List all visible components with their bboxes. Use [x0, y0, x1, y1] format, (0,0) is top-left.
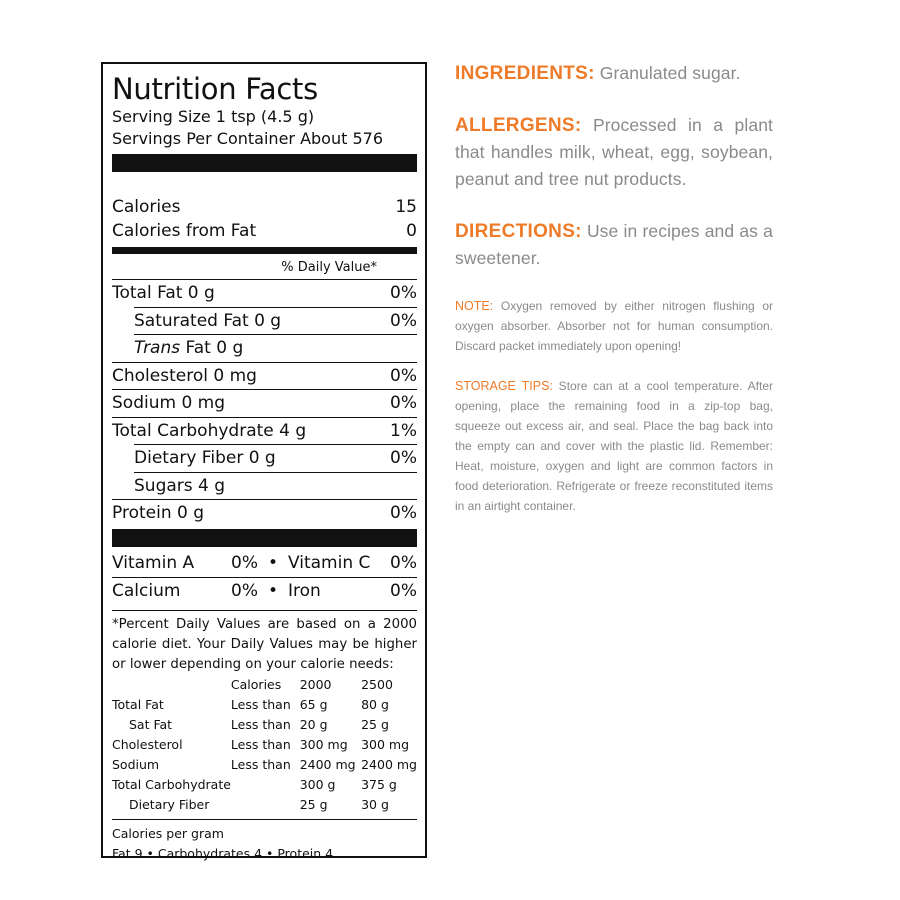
note-heading: NOTE:: [455, 299, 494, 313]
table-header-row: [112, 675, 417, 695]
storage-tips-heading: STORAGE TIPS:: [455, 379, 553, 393]
table-cell: 375 g: [361, 777, 397, 792]
ingredients-text: Granulated sugar.: [594, 63, 741, 83]
calories-per-gram: [112, 819, 417, 864]
storage-tips-text: Store can at a cool temperature. After opening, place the remaining food in a zip-top bag, squeeze out excess air, and seal. Place the bag back into the empty can and cover with the plastic lid. Remember: Heat, moisture, oxygen and light are common factors in food deterioration. Refrigerate or freeze reconstituted items in an airtight container.: [455, 379, 773, 513]
nutrient-row-saturated-fat: [134, 307, 417, 335]
nutrient-row-total-carbohydrate: [112, 417, 417, 445]
nutrient-pct: 0%: [390, 365, 417, 386]
nutrient-row-cholesterol: [112, 362, 417, 390]
servings-per-container: Servings Per Container About 576: [112, 129, 383, 148]
daily-value-table: [112, 675, 417, 815]
table-row: [112, 795, 417, 815]
table-cell: [112, 675, 231, 695]
table-row: [112, 775, 417, 795]
table-cell: Less than: [230, 757, 291, 772]
table-row: [112, 715, 417, 735]
directions-heading: DIRECTIONS:: [455, 221, 582, 242]
nutrient-pct: 0%: [390, 393, 417, 414]
table-cell: Less than: [230, 737, 291, 752]
nutrition-facts-title: Nutrition Facts: [112, 72, 318, 106]
table-cell: Less than: [230, 697, 291, 712]
calories-from-fat-label: Calories from Fat: [112, 221, 257, 241]
table-cell: 300 mg: [361, 737, 410, 752]
table-cell: 2400 mg: [299, 757, 356, 772]
medium-divider: [112, 247, 417, 254]
table-cell: Cholesterol: [112, 737, 183, 752]
serving-size: Serving Size 1 tsp (4.5 g): [112, 107, 315, 126]
nutrient-row-trans-fat: [134, 334, 417, 362]
nutrient-row-total-fat: [112, 279, 417, 307]
table-cell: Total Carbohydrate: [112, 777, 231, 792]
nutrient-pct: 0%: [390, 448, 417, 469]
daily-value-header: % Daily Value*: [281, 260, 377, 275]
calories-row: [112, 195, 417, 219]
bullet: •: [267, 553, 279, 573]
table-cell: Total Fat: [112, 697, 164, 712]
trans-rest: Fat 0 g: [180, 338, 244, 359]
nutrient-name: Total Fat 0 g: [112, 283, 215, 304]
table-cell: 25 g: [299, 797, 328, 812]
mineral-pct: 0%: [231, 580, 258, 601]
vitamin-name: Vitamin A: [112, 553, 195, 573]
table-cell: 20 g: [299, 717, 328, 732]
table-cell: 65 g: [299, 697, 328, 712]
calories-from-fat-value: 0: [406, 221, 417, 241]
nutrient-row-sodium: [112, 389, 417, 417]
table-cell: Sat Fat: [129, 717, 173, 732]
note-text: Oxygen removed by either nitrogen flushing or oxygen absorber. Absorber not for human consumption. Discard packet immediately upon opening!: [455, 299, 773, 353]
table-cell: 30 g: [361, 797, 389, 812]
note-block: [455, 296, 773, 356]
table-cell: Dietary Fiber: [129, 797, 210, 812]
mineral-pct: 0%: [390, 580, 417, 601]
vitamin-pct: 0%: [390, 553, 417, 573]
thick-divider: [112, 529, 417, 547]
vitamin-row-calcium-iron: [112, 577, 417, 604]
nutrient-row-dietary-fiber: [134, 444, 417, 472]
nutrient-name: Total Carbohydrate 4 g: [112, 420, 307, 441]
mineral-name: Iron: [288, 580, 321, 601]
table-row: [112, 755, 417, 775]
allergens-text: Processed in a plant that handles milk, wheat, egg, soybean, peanut and tree nut products.: [455, 115, 773, 189]
table-row: [112, 735, 417, 755]
product-info-column: [455, 60, 773, 516]
nutrient-pct: 1%: [390, 420, 417, 441]
directions-block: [455, 218, 773, 272]
nutrient-pct: 0%: [390, 310, 417, 331]
footnote-section: [112, 610, 417, 864]
nutrient-row-sugars: [134, 472, 417, 500]
table-cell: 2000: [299, 677, 332, 692]
nutrient-name: Sodium 0 mg: [112, 393, 226, 414]
allergens-block: [455, 112, 773, 193]
calories-value: 15: [395, 197, 417, 217]
thick-divider: [112, 154, 417, 172]
trans-italic: Trans: [134, 338, 181, 359]
mineral-name: Calcium: [112, 580, 181, 601]
calories-label: Calories: [112, 197, 181, 217]
nutrient-name: Cholesterol 0 mg: [112, 365, 257, 386]
nutrient-name: [134, 338, 243, 358]
calories-from-fat-row: [112, 219, 417, 243]
directions-text: Use in recipes and as a sweetener.: [455, 221, 773, 268]
table-cell: [231, 775, 300, 795]
calories-per-gram-values: Fat 9 • Carbohydrates 4 • Protein 4: [112, 845, 334, 861]
nutrient-name: Protein 0 g: [112, 503, 205, 524]
vitamin-pct: 0%: [231, 553, 258, 573]
nutrient-row-protein: [112, 499, 417, 527]
vitamin-name: Vitamin C: [288, 553, 371, 573]
table-cell: 2400 mg: [361, 757, 417, 772]
table-cell: Sodium: [112, 757, 160, 772]
table-cell: 80 g: [361, 697, 389, 712]
bullet: •: [267, 580, 279, 601]
table-cell: 25 g: [361, 717, 389, 732]
nutrient-pct: 0%: [390, 283, 417, 304]
table-cell: 300 g: [299, 777, 336, 792]
nutrition-facts-label: [101, 62, 427, 861]
allergens-heading: ALLERGENS:: [455, 115, 582, 136]
table-row: [112, 695, 417, 715]
table-cell: Calories: [230, 677, 282, 692]
nutrient-name: Saturated Fat 0 g: [134, 310, 282, 331]
table-cell: [231, 795, 300, 815]
calories-per-gram-label: Calories per gram: [112, 825, 224, 841]
daily-value-footnote: *Percent Daily Values are based on a 2000 calorie diet. Your Daily Values may be higher or lower depending on your calorie needs:: [112, 616, 417, 672]
ingredients-block: [455, 60, 773, 87]
storage-tips-block: [455, 376, 773, 516]
ingredients-heading: INGREDIENTS:: [455, 63, 595, 84]
nutrient-pct: 0%: [390, 503, 417, 524]
table-cell: 300 mg: [299, 737, 348, 752]
table-cell: Less than: [230, 717, 291, 732]
nutrient-name: Dietary Fiber 0 g: [134, 448, 276, 469]
table-cell: 2500: [361, 677, 393, 692]
nutrient-name: Sugars 4 g: [134, 475, 226, 496]
vitamin-row-a-c: [112, 550, 417, 577]
